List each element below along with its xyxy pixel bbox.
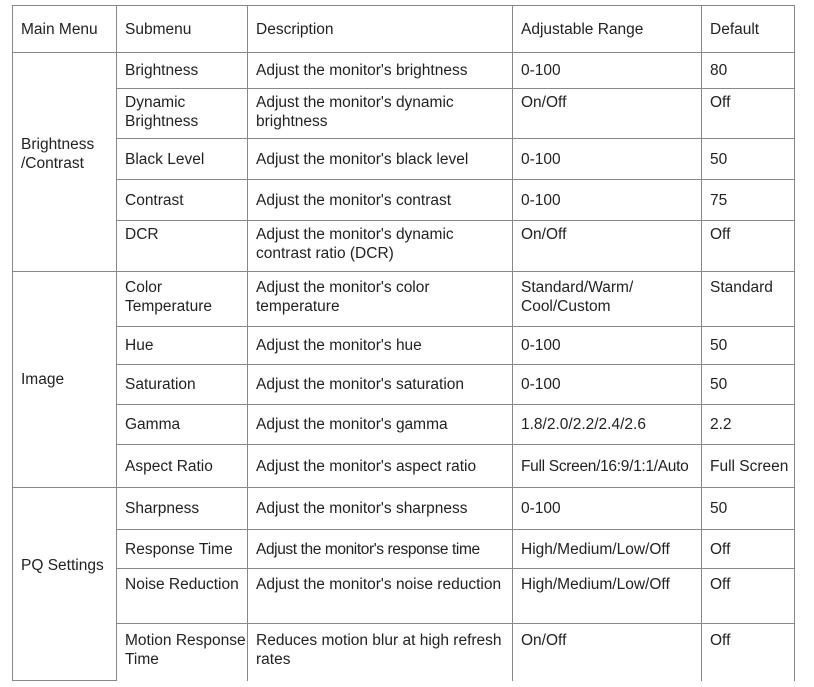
submenu-cell: Motion Response Time	[117, 624, 248, 681]
table-row	[13, 139, 795, 180]
description-cell: Adjust the monitor's noise reduction	[248, 569, 513, 624]
description-cell: Adjust the monitor's color temperature	[248, 272, 513, 327]
description-cell: Adjust the monitor's saturation	[248, 365, 513, 405]
default-cell: 50	[702, 365, 795, 405]
submenu-cell: Response Time	[117, 530, 248, 569]
range-cell: 0-100	[513, 488, 702, 530]
submenu-cell: Brightness	[117, 53, 248, 89]
default-cell: 50	[702, 327, 795, 365]
description-cell: Adjust the monitor's gamma	[248, 405, 513, 445]
range-cell: High/Medium/Low/Off	[513, 530, 702, 569]
table-row	[13, 624, 795, 681]
submenu-cell: Color Temperature	[117, 272, 248, 327]
settings-table	[12, 5, 795, 681]
header-main-menu: Main Menu	[13, 6, 117, 53]
group-label: Image	[13, 272, 117, 488]
default-cell: 80	[702, 53, 795, 89]
range-cell: 1.8/2.0/2.2/2.4/2.6	[513, 405, 702, 445]
description-cell: Adjust the monitor's sharpness	[248, 488, 513, 530]
range-cell: On/Off	[513, 624, 702, 681]
description-cell: Adjust the monitor's black level	[248, 139, 513, 180]
description-cell: Reduces motion blur at high refresh rates	[248, 624, 513, 681]
table-row	[13, 180, 795, 221]
submenu-cell: Black Level	[117, 139, 248, 180]
table-row	[13, 365, 795, 405]
header-row	[13, 6, 795, 53]
description-cell: Adjust the monitor's aspect ratio	[248, 445, 513, 488]
range-cell: 0-100	[513, 139, 702, 180]
table-row	[13, 445, 795, 488]
header-default: Default	[702, 6, 795, 53]
header-description: Description	[248, 6, 513, 53]
description-cell: Adjust the monitor's dynamic contrast ratio (DCR)	[248, 221, 513, 272]
table-row	[13, 327, 795, 365]
range-cell: 0-100	[513, 180, 702, 221]
table-row	[13, 405, 795, 445]
submenu-cell: Aspect Ratio	[117, 445, 248, 488]
group-label: Brightness /Contrast	[13, 53, 117, 272]
header-adjustable-range: Adjustable Range	[513, 6, 702, 53]
table-row	[13, 89, 795, 139]
header-submenu: Submenu	[117, 6, 248, 53]
default-cell: Off	[702, 530, 795, 569]
submenu-cell: Saturation	[117, 365, 248, 405]
submenu-cell: Dynamic Brightness	[117, 89, 248, 139]
submenu-cell: Contrast	[117, 180, 248, 221]
description-cell: Adjust the monitor's hue	[248, 327, 513, 365]
default-cell: Off	[702, 221, 795, 272]
table-row	[13, 53, 795, 89]
default-cell: 50	[702, 139, 795, 180]
default-cell: Off	[702, 624, 795, 681]
table-row	[13, 488, 795, 530]
range-cell: On/Off	[513, 89, 702, 139]
table-row	[13, 530, 795, 569]
description-cell: Adjust the monitor's contrast	[248, 180, 513, 221]
range-cell: 0-100	[513, 327, 702, 365]
range-cell: 0-100	[513, 53, 702, 89]
submenu-cell: Hue	[117, 327, 248, 365]
description-cell: Adjust the monitor's response time	[248, 530, 513, 569]
submenu-cell: Gamma	[117, 405, 248, 445]
range-cell: 0-100	[513, 365, 702, 405]
table-row	[13, 272, 795, 327]
default-cell: 75	[702, 180, 795, 221]
description-cell: Adjust the monitor's dynamic brightness	[248, 89, 513, 139]
group-label: PQ Settings	[13, 488, 117, 681]
default-cell: 50	[702, 488, 795, 530]
range-cell: Full Screen/16:9/1:1/Auto	[513, 445, 702, 488]
range-cell: High/Medium/Low/Off	[513, 569, 702, 624]
submenu-cell: Sharpness	[117, 488, 248, 530]
table-row	[13, 221, 795, 272]
default-cell: Off	[702, 569, 795, 624]
range-cell: Standard/Warm/ Cool/Custom	[513, 272, 702, 327]
submenu-cell: Noise Reduction	[117, 569, 248, 624]
default-cell: Standard	[702, 272, 795, 327]
default-cell: Full Screen	[702, 445, 795, 488]
submenu-cell: DCR	[117, 221, 248, 272]
description-cell: Adjust the monitor's brightness	[248, 53, 513, 89]
table-row	[13, 569, 795, 624]
default-cell: 2.2	[702, 405, 795, 445]
default-cell: Off	[702, 89, 795, 139]
range-cell: On/Off	[513, 221, 702, 272]
